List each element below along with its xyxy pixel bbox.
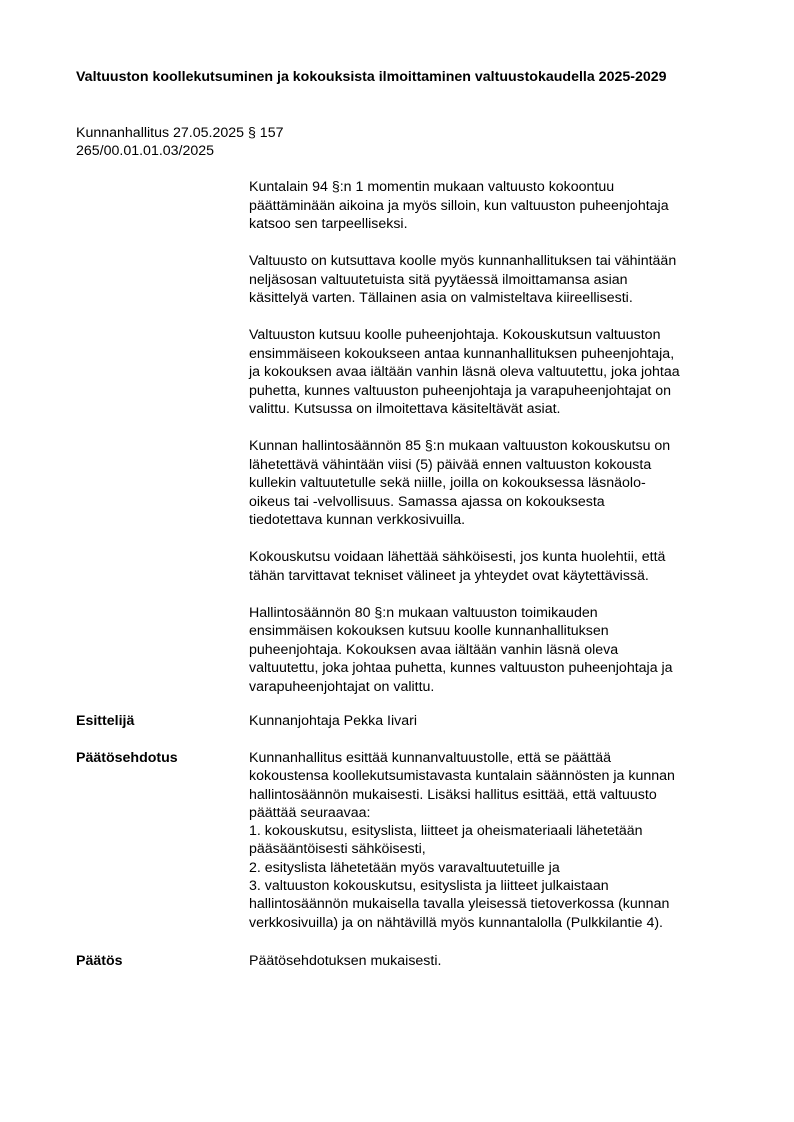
document-title: Valtuuston koollekutsuminen ja kokouksista ilmoittaminen valtuustokaudella 2025-2029 — [76, 69, 667, 85]
paragraph-line: oikeus tai -velvollisuus. Samassa ajassa on kokouksesta — [249, 493, 605, 510]
proposal-line: kokoustensa koollekutsumistavasta kuntalain säännösten ja kunnan — [249, 768, 675, 785]
paragraph-line: neljäsosan valtuutetuista sitä pyytäessä ilmoittamansa asian — [249, 271, 628, 288]
paragraph-line: Valtuuston kutsuu koolle puheenjohtaja. Kokouskutsun valtuuston — [249, 327, 661, 343]
proposal-line: Kunnanhallitus esittää kunnanvaltuustolle, että se päättää — [249, 750, 612, 766]
paragraph-line: käsittelyä varten. Tällainen asia on valmisteltava kiireellisesti. — [249, 290, 633, 306]
body-paragraph — [249, 252, 739, 308]
decision-value: Päätösehdotuksen mukaisesti. — [249, 953, 442, 969]
paragraph-line: katsoo sen tarpeelliseksi. — [249, 216, 408, 232]
proposal-line: 3. valtuuston kokouskutsu, esityslista ja liitteet julkaistaan — [249, 878, 609, 895]
paragraph-line: tiedotettava kunnan verkkosivuilla. — [249, 512, 466, 528]
presenter-label: Esittelijä — [76, 713, 135, 729]
paragraph-line: puhetta, kunnes valtuuston puheenjohtaja ja varapuheenjohtajat on — [249, 382, 672, 399]
body-paragraph — [249, 326, 739, 419]
presenter-value: Kunnanjohtaja Pekka Iivari — [249, 713, 417, 729]
proposal-label: Päätösehdotus — [76, 750, 178, 766]
proposal-line: verkkosivuilla) ja on nähtävillä myös kunnantalolla (Pulkkilantie 4). — [249, 914, 664, 931]
paragraph-line: Kokouskutsu voidaan lähettää sähköisesti, jos kunta huolehtii, että — [249, 549, 666, 565]
decision-label: Päätös — [76, 953, 123, 969]
paragraph-line: Kunnan hallintosäännön 85 §:n mukaan valtuuston kokouskutsu on — [249, 438, 671, 454]
body-paragraph — [249, 604, 739, 697]
proposal-line: hallintosäännön mukaisesti. Lisäksi hallitus esittää, että valtuusto — [249, 786, 657, 803]
paragraph-line: Hallintosäännön 80 §:n mukaan valtuuston toimikauden — [249, 604, 598, 621]
proposal-line: 1. kokouskutsu, esityslista, liitteet ja oheismateriaali lähetetään — [249, 823, 643, 840]
paragraph-line: tähän tarvittavat tekniset välineet ja yhteydet ovat käytettävissä. — [249, 567, 649, 584]
paragraph-line: puheenjohtaja. Kokouksen avaa iältään vanhin läsnä oleva — [249, 641, 619, 658]
paragraph-line: Valtuusto on kutsuttava koolle myös kunnanhallituksen tai vähintään — [249, 253, 677, 269]
paragraph-line: päättäminään aikoina ja myös silloin, kun valtuuston puheenjohtaja — [249, 197, 669, 214]
paragraph-line: valittu. Kutsussa on ilmoitettava käsiteltävät asiat. — [249, 401, 561, 417]
paragraph-line: lähetettävä vähintään viisi (5) päivää ennen valtuuston kokousta — [249, 456, 652, 473]
meeting-body-date: Kunnanhallitus 27.05.2025 § 157 — [76, 125, 284, 141]
paragraph-line: varapuheenjohtajat on valittu. — [249, 678, 435, 695]
background-text — [249, 178, 739, 715]
paragraph-line: valtuutettu, joka johtaa puhetta, kunnes valtuuston puheenjohtaja ja — [249, 660, 673, 676]
meeting-meta — [76, 124, 283, 160]
proposal-line: 2. esityslista lähetetään myös varavaltuutetuille ja — [249, 859, 560, 876]
paragraph-line: ja kokouksen avaa iältään vanhin läsnä oleva valtuutettu, joka johtaa — [249, 364, 680, 380]
proposal-line: pääsääntöisesti sähköisesti, — [249, 841, 426, 858]
paragraph-line: kullekin valtuutetulle sekä niille, joilla on kokouksessa läsnäolo- — [249, 475, 646, 491]
paragraph-line: ensimmäiseen kokoukseen antaa kunnanhallituksen puheenjohtaja, — [249, 345, 675, 362]
proposal-line: päättää seuraavaa: — [249, 804, 371, 821]
record-number: 265/00.01.01.03/2025 — [76, 143, 215, 159]
paragraph-line: Kuntalain 94 §:n 1 momentin mukaan valtuusto kokoontuu — [249, 179, 615, 195]
body-paragraph — [249, 548, 739, 585]
proposal-text — [249, 749, 739, 932]
body-paragraph — [249, 178, 739, 234]
body-paragraph — [249, 437, 739, 530]
paragraph-line: ensimmäisen kokouksen kutsuu koolle kunnanhallituksen — [249, 623, 609, 639]
proposal-line: hallintosäännön mukaisella tavalla yleisessä tietoverkossa (kunnan — [249, 896, 670, 913]
